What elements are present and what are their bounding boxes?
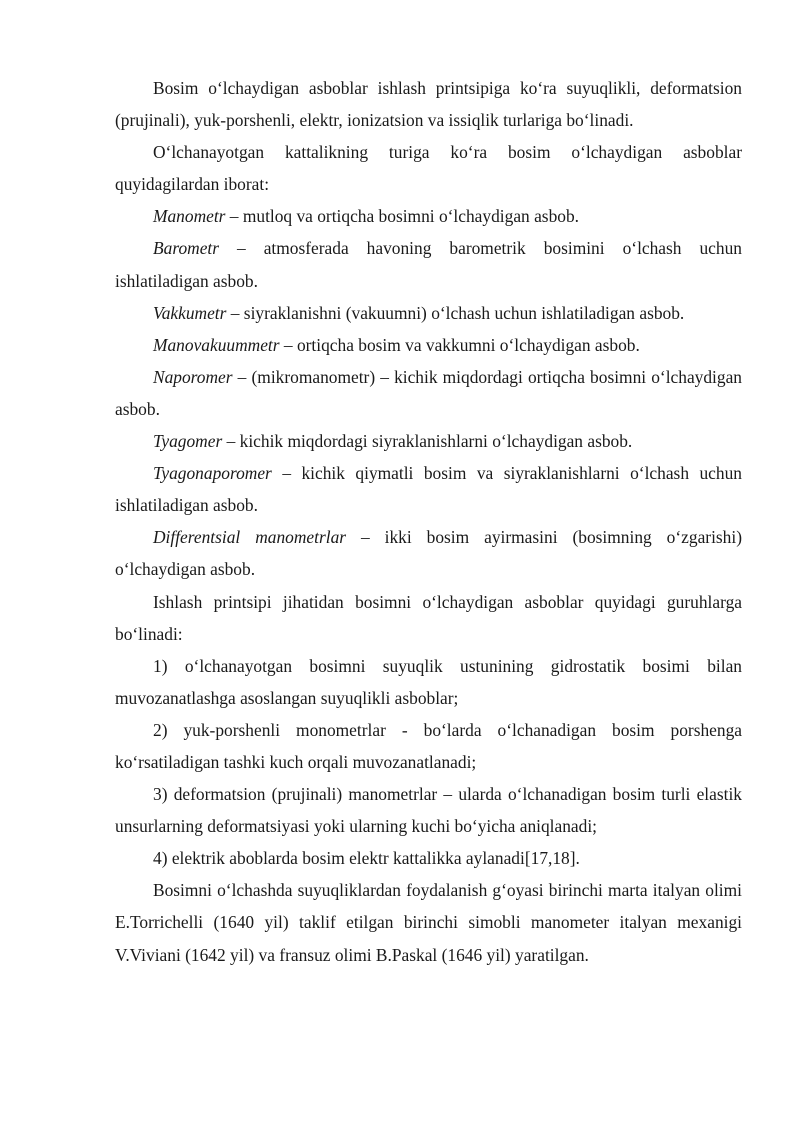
definition-barometr xyxy=(115,232,742,296)
definition-manometr xyxy=(115,200,742,232)
definition-term: Differentsial manometrlar xyxy=(153,527,347,548)
definition-naporomer xyxy=(115,361,742,425)
paragraph-classification xyxy=(115,136,742,200)
definition-differentsial-manometrlar xyxy=(115,521,742,585)
list-item-text: 1) o‘lchanayotgan bosimni suyuqlik ustunining gidrostatik bosimi bilan muvozanatlashga asoslangan suyuqlikli asboblar; xyxy=(115,655,742,708)
definition-term: Manometr xyxy=(153,206,226,227)
definition-tyagomer xyxy=(115,425,742,457)
paragraph-text: Bosimni o‘lchashda suyuqliklardan foydalanish g‘oyasi birinchi marta italyan olimi E.Torrichelli (1640 yil) taklif etilgan birinchi simobli manometer italyan mexanigi V.Viviani (1642 yil) va fransuz olimi B.Paskal (1646 yil) yaratilgan. xyxy=(115,880,742,965)
definition-text: – atmosferada havoning barometrik bosimini o‘lchash uchun ishlatiladigan asbob. xyxy=(115,238,742,291)
definition-text: – kichik miqdordagi siyraklanishlarni o‘lchaydigan asbob. xyxy=(222,431,633,452)
definition-text: – kichik qiymatli bosim va siyraklanishlarni o‘lchash uchun ishlatiladigan asbob. xyxy=(115,463,742,516)
list-item-text: 4) elektrik aboblarda bosim elektr kattalikka aylanadi[17,18]. xyxy=(153,848,580,869)
definition-term: Naporomer xyxy=(153,366,233,387)
paragraph-history xyxy=(115,874,742,970)
definition-text: – (mikromanometr) – kichik miqdordagi ortiqcha bosimni o‘lchaydigan asbob. xyxy=(115,366,742,419)
definition-text: – mutloq va ortiqcha bosimni o‘lchaydigan asbob. xyxy=(225,206,579,227)
paragraph-text: Ishlash printsipi jihatidan bosimni o‘lchaydigan asboblar quyidagi guruhlarga bo‘linadi: xyxy=(115,591,742,644)
list-item-1 xyxy=(115,650,742,714)
definition-term: Vakkumetr xyxy=(153,302,227,323)
definition-manovakuummetr xyxy=(115,329,742,361)
list-item-4 xyxy=(115,842,742,874)
document-page xyxy=(115,72,742,971)
definition-vakkumetr xyxy=(115,297,742,329)
definition-text: – ikki bosim ayirmasini (bosimning o‘zgarishi) o‘lchaydigan asbob. xyxy=(115,527,742,580)
list-item-2 xyxy=(115,714,742,778)
definition-term: Manovakuummetr xyxy=(153,334,280,355)
list-item-3 xyxy=(115,778,742,842)
paragraph-principle-groups xyxy=(115,586,742,650)
paragraph-text: Bosim o‘lchaydigan asboblar ishlash printsipiga ko‘ra suyuqlikli, deformatsion (prujinali), yuk-porshenli, elektr, ionizatsion va issiqlik turlariga bo‘linadi. xyxy=(115,78,742,131)
list-item-text: 3) deformatsion (prujinali) manometrlar – ularda o‘lchanadigan bosim turli elastik unsurlarning deformatsiyasi yoki ularning kuchi bo‘yicha aniqlanadi; xyxy=(115,784,742,837)
definition-tyagonaporomer xyxy=(115,457,742,521)
paragraph-intro xyxy=(115,72,742,136)
list-item-text: 2) yuk-porshenli monometrlar - bo‘larda o‘lchanadigan bosim porshenga ko‘rsatiladigan tashki kuch orqali muvozanatlanadi; xyxy=(115,719,742,772)
definition-term: Barometr xyxy=(153,238,220,259)
paragraph-text: O‘lchanayotgan kattalikning turiga ko‘ra bosim o‘lchaydigan asboblar quyidagilardan iborat: xyxy=(115,142,742,195)
definition-term: Tyagonaporomer xyxy=(153,463,272,484)
definition-term: Tyagomer xyxy=(153,431,223,452)
definition-text: – ortiqcha bosim va vakkumni o‘lchaydigan asbob. xyxy=(279,334,640,355)
definition-text: – siyraklanishni (vakuumni) o‘lchash uchun ishlatiladigan asbob. xyxy=(226,302,685,323)
